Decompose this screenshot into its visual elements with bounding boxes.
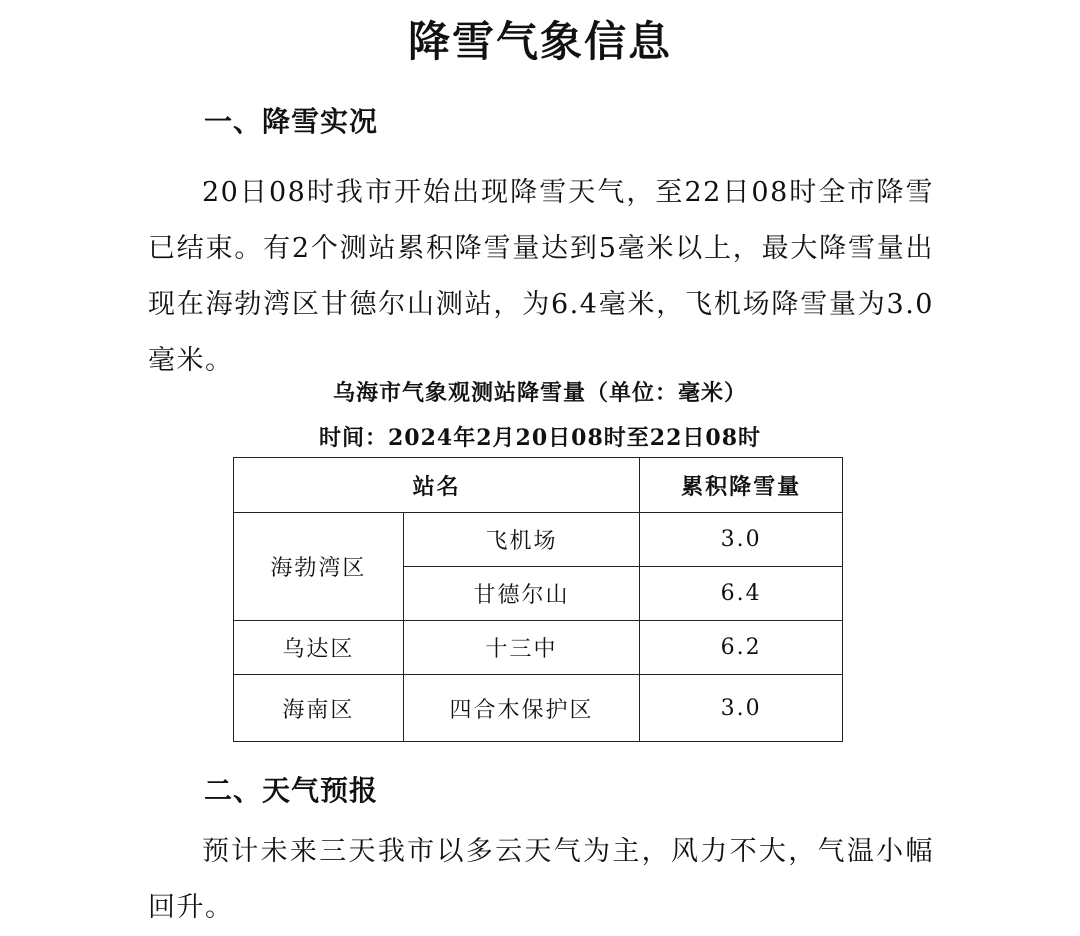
section-heading-snow-observation: 一、降雪实况 <box>204 105 379 138</box>
table-header-row <box>234 458 843 513</box>
district-cell: 海勃湾区 <box>234 513 404 621</box>
table-row <box>234 513 843 567</box>
snow-observation-paragraph: 20日08时我市开始出现降雪天气，至22日08时全市降雪已结束。有2个测站累积降雪量达到5毫米以上，最大降雪量出现在海勃湾区甘德尔山测站，为6.4毫米，飞机场降雪量为3.0毫米。 <box>148 177 934 376</box>
section-heading-forecast: 二、天气预报 <box>204 774 379 807</box>
station-cell: 十三中 <box>403 621 640 675</box>
header-snowfall-amount: 累积降雪量 <box>640 458 843 513</box>
district-cell: 海南区 <box>234 675 404 742</box>
document-title: 降雪气象信息 <box>407 17 672 66</box>
amount-cell: 6.4 <box>640 567 843 621</box>
station-cell: 四合木保护区 <box>403 675 640 742</box>
district-cell: 乌达区 <box>234 621 404 675</box>
table-row <box>234 621 843 675</box>
amount-cell: 6.2 <box>640 621 843 675</box>
table-caption: 乌海市气象观测站降雪量（单位：毫米） <box>332 380 747 406</box>
station-cell: 甘德尔山 <box>403 567 640 621</box>
amount-cell: 3.0 <box>640 675 843 742</box>
header-station-name: 站名 <box>234 458 640 513</box>
amount-cell: 3.0 <box>640 513 843 567</box>
forecast-paragraph: 预计未来三天我市以多云天气为主，风力不大，气温小幅回升。 <box>148 836 934 923</box>
station-cell: 飞机场 <box>403 513 640 567</box>
table-time-range: 时间：2024年2月20日08时至22日08时 <box>319 425 761 451</box>
table-row <box>234 675 843 742</box>
snowfall-table <box>233 457 843 742</box>
